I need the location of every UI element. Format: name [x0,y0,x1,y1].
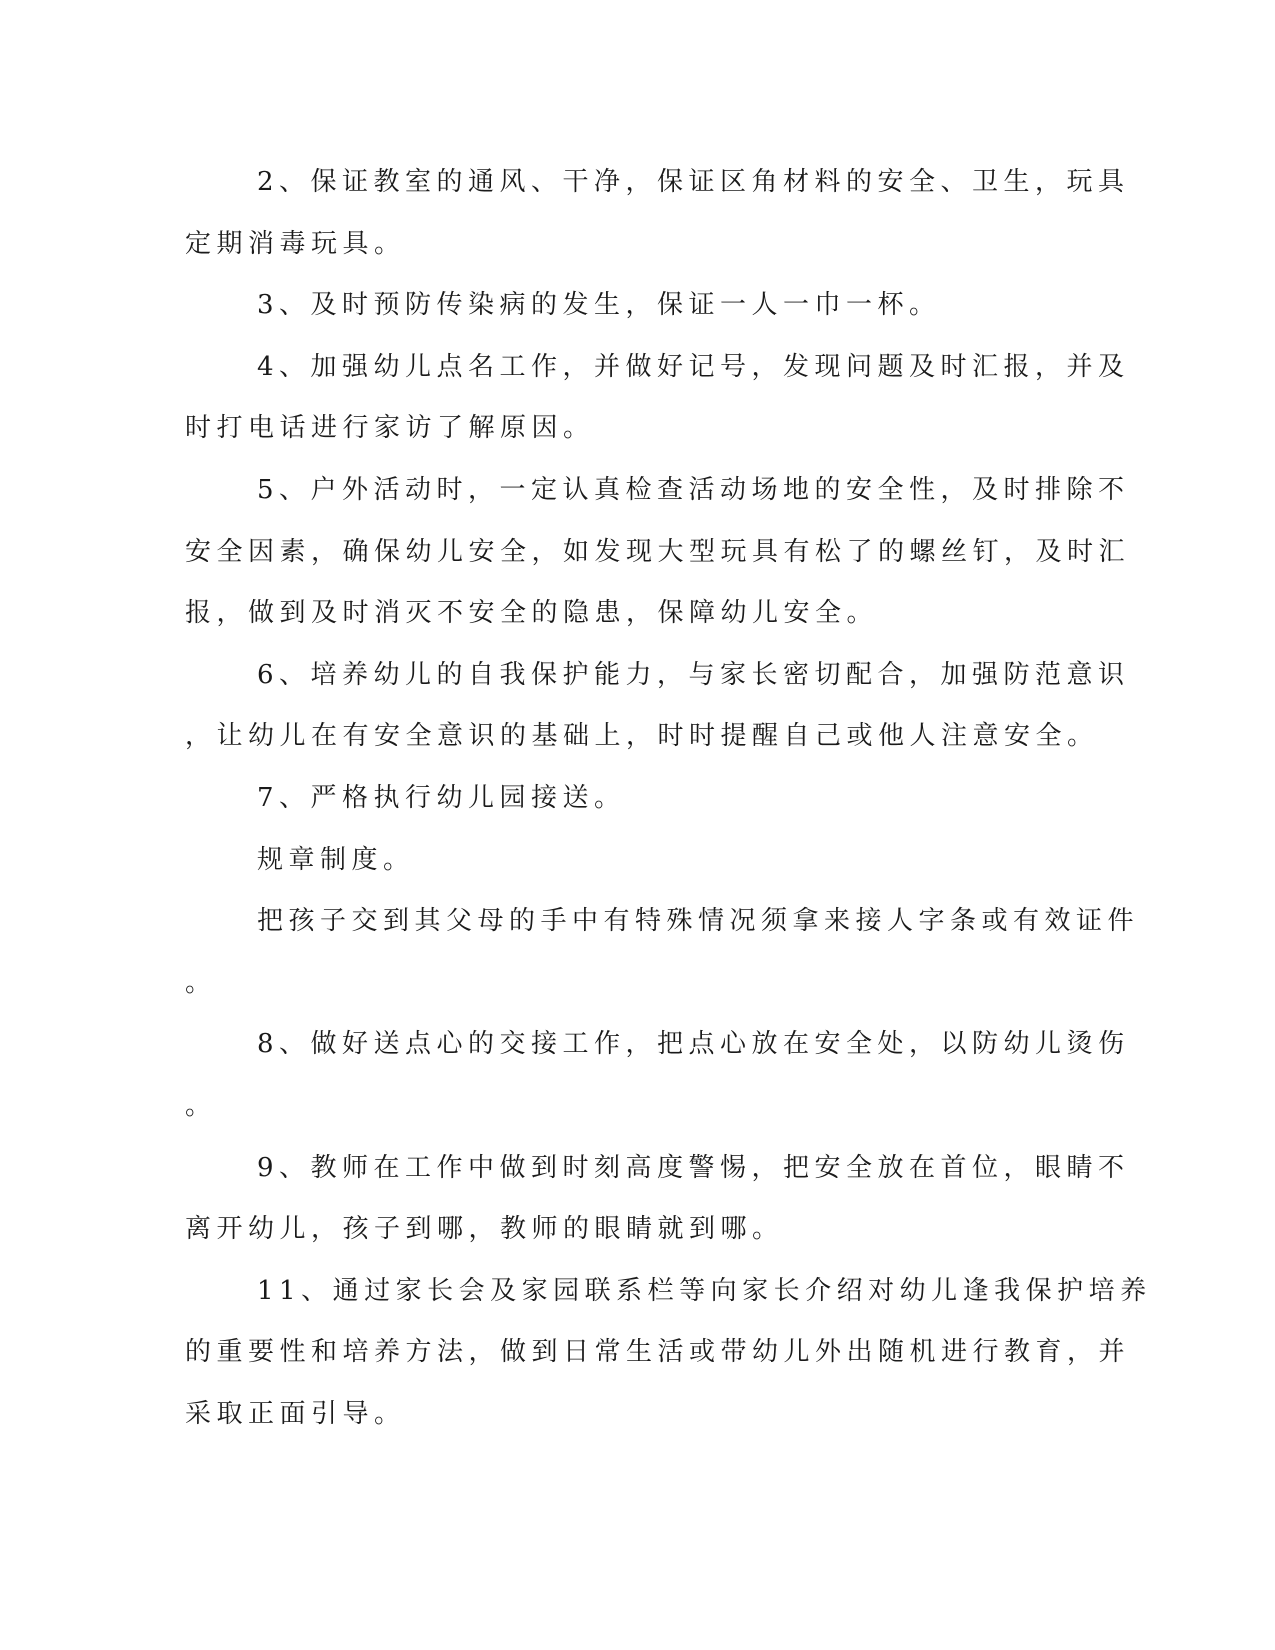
text-line: 11、通过家长会及家园联系栏等向家长介绍对幼儿逢我保护培养 [257,1275,1152,1306]
text-line: 定期消毒玩具。 [185,228,406,259]
text-line: 时打电话进行家访了解原因。 [185,413,595,444]
text-line: ，让幼儿在有安全意识的基础上，时时提醒自己或他人注意安全。 [185,721,1099,752]
text-line: 采取正面引导。 [185,1398,406,1429]
text-line: 安全因素，确保幼儿安全，如发现大型玩具有松了的螺丝钉，及时汇 [185,536,1131,567]
document-body [185,152,1152,1445]
text-line: 5、户外活动时，一定认真检查活动场地的安全性，及时排除不 [257,474,1130,505]
text-line: 2、保证教室的通风、干净，保证区角材料的安全、卫生，玩具 [257,167,1130,197]
text-line: 的重要性和培养方法，做到日常生活或带幼儿外出随机进行教育，并 [185,1337,1131,1368]
text-line: 8、做好送点心的交接工作，把点心放在安全处，以防幼儿烫伤 [257,1029,1130,1060]
text-line: 。 [185,1090,217,1121]
text-line: 4、加强幼儿点名工作，并做好记号，发现问题及时汇报，并及 [257,351,1130,382]
text-line: 。 [185,967,217,998]
text-line: 规章制度。 [257,844,415,875]
text-line: 报，做到及时消灭不安全的隐患，保障幼儿安全。 [185,598,879,629]
text-line: 7、严格执行幼儿园接送。 [257,782,626,813]
text-line: 6、培养幼儿的自我保护能力，与家长密切配合，加强防范意识 [257,659,1130,690]
text-line: 9、教师在工作中做到时刻高度警惕，把安全放在首位，眼睛不 [257,1152,1130,1183]
text-line: 离开幼儿，孩子到哪，教师的眼睛就到哪。 [185,1214,784,1245]
text-line: 把孩子交到其父母的手中有特殊情况须拿来接人字条或有效证件 [257,906,1140,937]
text-line: 3、及时预防传染病的发生，保证一人一巾一杯。 [257,290,941,321]
